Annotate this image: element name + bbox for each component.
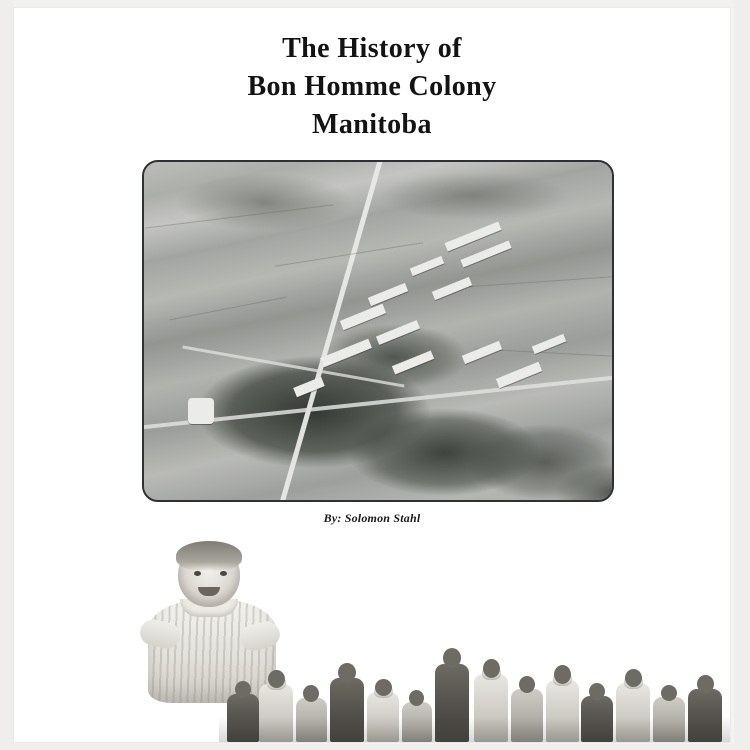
- aerial-building: [532, 334, 567, 354]
- aerial-field-line: [169, 297, 287, 321]
- aerial-building: [340, 304, 386, 331]
- page-edge-right: [734, 0, 750, 750]
- aerial-building: [462, 341, 502, 364]
- aerial-road-spur: [183, 345, 405, 387]
- aerial-photograph-image: [144, 162, 612, 500]
- cover-surface: [14, 8, 730, 742]
- aerial-building: [432, 277, 472, 300]
- page-edge-top: [0, 0, 750, 8]
- aerial-silo: [188, 398, 214, 424]
- aerial-building: [376, 320, 420, 345]
- baby-eye-left: [194, 571, 201, 576]
- baby-eye-right: [220, 571, 227, 576]
- page-edge-left: [0, 0, 14, 750]
- baby-hair: [176, 541, 242, 571]
- author-byline: By: Solomon Stahl: [323, 511, 421, 525]
- aerial-building: [410, 256, 445, 276]
- title-line-1: The History of: [282, 33, 462, 64]
- aerial-building: [392, 350, 434, 374]
- group-photograph: [219, 624, 730, 742]
- title-line-3: Manitoba: [312, 109, 432, 140]
- group-photograph-shadow: [219, 716, 730, 742]
- title-line-2: Bon Homme Colony: [247, 71, 497, 102]
- aerial-building: [460, 241, 511, 268]
- aerial-building: [293, 377, 325, 398]
- aerial-building: [368, 283, 408, 306]
- page-edge-bottom: [0, 744, 750, 750]
- page-title: [14, 30, 730, 144]
- aerial-field-line: [145, 204, 334, 228]
- aerial-photograph: [142, 160, 614, 502]
